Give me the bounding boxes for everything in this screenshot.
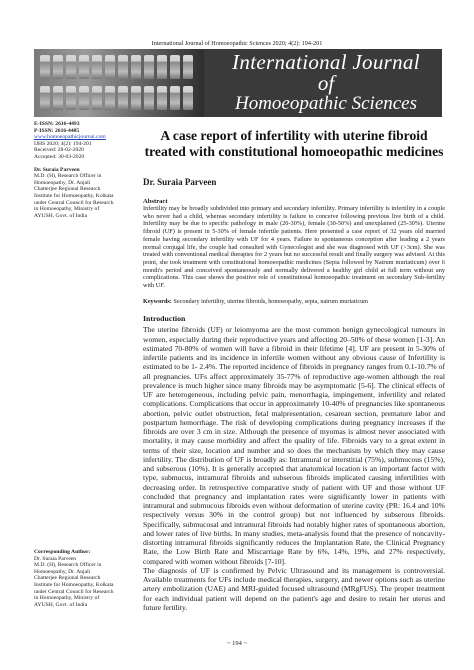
introduction-paragraph-1: The uterine fibroids (UF) or leiomyoma are the most common benign gynecological tumours in women, especially during their reproductive years and affecting 20–50% of these women [1-3]. An estimated 70-80% of women will have a fibroid in their lifetime [4]. UF are present in 5-30% of infertile patients and its incidence in infertile women without any obvious cause of Infertility is estimated to be 1- 2.4%. The reported incidence of fibroids in pregnancy ranges from 0.1-10.7% of all pregnancies. UFs affect approximately 35-77% of reproductive age-women although the real prevalence is much higher since many fibroids may be asymptomatic [5-6]. The clinical effects of UF are heterogeneous, including pelvic pain, menorrhagia, impingement, infertility and related complications. Complications that occur in approximately 10-40% of pregnancies like spontaneous abortion, pelvic outlet obstruction, fetal malpresentation, cesarean section, premature labor and postpartum hemorrhage. The risk of developing complications during pregnancy increases if the fibroids are over 3 cm in size. Although the presence of myomas is almost never associated with mortality, it may cause morbidity and affect the quality of life. Fibroids vary to a great extent in terms of their size, location and number and so does the mechanism by which they may cause infertility. The distribution of UF is broadly as: Intramural or interstitial (75%), submucous (15%), and subserous (10%). It is generally accepted that anatomical location is an important factor with type, submucus, intramural fibroids and subserous fibroids implicated causing infertilities with decreasing order. In retrospective comparative study of patient with UF and those without UF concluded that pregnancy and implantation rates were significantly lower in patients with intramural and submucous fibroids even without deformation of uterine cavity (PR: 16.4 and 10% respectively versus 30% in the control group) but not influenced by subserous fibroids. Specifically, submucosal and intramural fibroids had notably higher rates of spontaneous abortion, and lower rates of live births. In many studies, meta-analysis found that the presence of noncavity-distorting intramural fibroids significantly reduces the Implantation Rate, the Clinical Pregnancy Rate, the Low Birth Rate and Miscarriage Rate by 6%, 14%, 19%, and 27% respectively, compared with women without fibroids [7-10]. — [143, 325, 445, 566]
introduction-body — [143, 325, 445, 612]
accepted-date: Accepted: 30-03-2020 — [34, 153, 85, 160]
running-head: International Journal of Homoeopathic Sciences 2020; 4(2): 194-201 — [151, 40, 323, 47]
pissn: P-ISSN: 2616-4485 — [34, 127, 80, 134]
keywords-text: Secondary infertility, uterine fibroids, homoeopathy, sepia, natrum muriaticum — [173, 297, 368, 305]
introduction-paragraph-2: The diagnosis of UF is confirmed by Pelvic Ultrasound and its management is controversial. Available treatments for UFs include medical therapies, surgery, and newer options such as uterine artery embolization (UAE) and MRI-guided focused ultrasound (MRgFUS). The proper treatment for each individual patient will depend on the patient's age and desire to retain her uterus and future fertility. — [143, 565, 445, 612]
introduction-heading: Introduction — [143, 314, 186, 324]
article-title: A case report of infertility with uterine fibroid treated with constitutional homoeopathic medicines — [144, 128, 444, 159]
abstract-heading: Abstract — [143, 198, 168, 205]
received-date: Received: 28-02-2020 — [34, 147, 84, 154]
journal-title — [212, 51, 440, 115]
corresponding-heading: Corresponding Author: — [34, 549, 91, 555]
page-number: ~ 194 ~ — [226, 640, 248, 647]
keywords-label: Keywords: — [143, 297, 172, 305]
article-main — [143, 128, 445, 612]
article-info-sidebar — [34, 121, 114, 219]
issue-info: IJHS 2020; 4(2): 194-201 — [34, 140, 92, 147]
journal-title-line2: of — [317, 71, 335, 95]
journal-title-line3: Homoeopathic Sciences — [234, 93, 418, 114]
medicine-bottles-image — [34, 49, 204, 117]
article-author: Dr. Suraia Parveen — [143, 177, 217, 187]
corresponding-name: Dr. Suraia Parveen — [34, 555, 77, 562]
sidebar-author-affiliation: M.D. (H), Research Officer in Homoeopathy, Dr. Anjali Chatterjee Regional Research Institute for Homoeopathy, Kolkata under Central Council for Research in Homoeopathy, Ministry of AYUSH, Govt. of India — [34, 173, 114, 219]
corresponding-affiliation: M.D. (H), Research Officer in Homoeopathy, Dr. Anjali Chatterjee Regional Research Institute for Homoeopathy, Kolkata under Central Council for Research in Homoeopathy, Ministry of AYUSH, Govt. of India — [34, 562, 114, 608]
keywords — [143, 298, 445, 306]
journal-url-link[interactable]: www.homoeopathicjournal.com — [34, 134, 106, 141]
corresponding-author-block — [34, 549, 114, 608]
abstract-text: Infertility may be broadly subdivided into primary and secondary infertility. Primary infertility is infertility in a couple who never had a child, whereas secondary infertility is failure to conceive following previous live birth of a child. Infertility may be due to specific pathology in male (20-30%), female (30-50%) and unexplained (25-30%). Uterine fibroid (UF) is present in 5-30% of female infertile patients. Here presented a case report of 32 years old married female having secondary infertility with UF for 4 years. Failure to spontaneous conception after leading a 2 years normal conjugal life, the couple had consulted with Gynecologist and she was diagnosed with UF (>3cm). She was treated with conventional medical therapies for 2 years but no successful result and finally surgery was advised. At this point, she took treatment with constitutional homoeopathic medicines (Sepia followed by Natrum muriaticum) over 6 month's period and conceived spontaneously and normally delivered a healthy girl child at full term without any complications. This case shows the positive role of constitutional homoeopathic treatment on secondary Sub-fertility with UF. — [143, 205, 445, 290]
journal-banner — [34, 49, 442, 117]
sidebar-author-name: Dr. Suraia Parveen — [34, 166, 80, 173]
journal-title-line1: International Journal — [232, 50, 420, 74]
eissn: E-ISSN: 2616-4493 — [34, 121, 80, 127]
